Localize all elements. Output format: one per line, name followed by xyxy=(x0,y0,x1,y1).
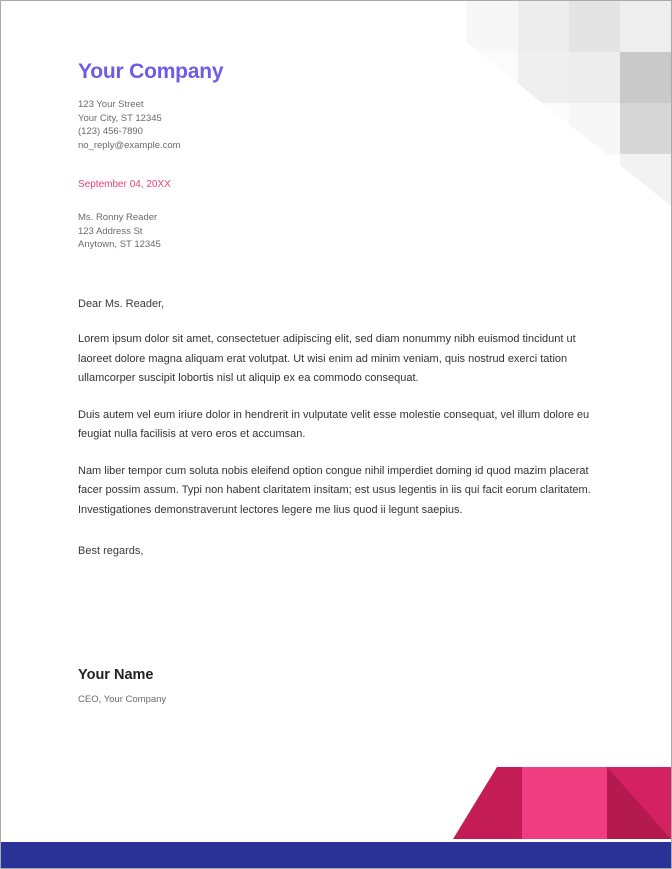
ornament-cell xyxy=(620,1,671,52)
closing-line: Best regards, xyxy=(78,544,144,557)
ornament-cell xyxy=(620,154,671,206)
company-name: Your Company xyxy=(78,60,224,83)
recipient-street: 123 Address St xyxy=(78,225,143,237)
sender-phone: (123) 456-7890 xyxy=(78,126,143,138)
sender-email: no_reply@example.com xyxy=(78,139,181,151)
ornament-shape xyxy=(522,767,607,839)
recipient-city-state: Anytown, ST 12345 xyxy=(78,239,161,250)
salutation: Dear Ms. Reader, xyxy=(78,298,165,311)
sender-address-line: Your City, ST 12345 xyxy=(78,112,162,124)
recipient-name: Ms. Ronny Reader xyxy=(78,212,158,224)
ornament-shape xyxy=(607,767,671,839)
pink-chevron-ornament xyxy=(1,755,671,839)
sender-address-block xyxy=(78,98,600,152)
letter-date: September 04, 20XX xyxy=(78,179,171,191)
ornament-shape xyxy=(453,767,541,839)
footer-bar xyxy=(1,842,671,868)
signer-title: CEO, Your Company xyxy=(78,693,167,705)
ornament-cell xyxy=(620,103,671,154)
recipient-address-block xyxy=(78,211,600,251)
signer-name: Your Name xyxy=(78,667,154,684)
letter-content xyxy=(78,1,600,706)
body-paragraph: Nam liber tempor cum soluta nobis eleifend option congue nihil imperdiet doming id quod mazim placerat facer possim assum. Typi non habent claritatem insitam; est usus legentis in iis qui facit eorum claritatem. Investigationes demonstraverunt lectores legere me lius quod ii legunt saepius. xyxy=(78,464,591,517)
sender-address-line: 123 Your Street xyxy=(78,99,144,111)
ornament-cell xyxy=(620,52,671,103)
body-paragraph: Duis autem vel eum iriure dolor in hendrerit in vulputate velit esse molestie consequat, vel illum dolore eu feugiat nulla facilisis at vero eros et accumsan. xyxy=(78,408,590,441)
ornament-shape xyxy=(607,767,671,839)
body-paragraph: Lorem ipsum dolor sit amet, consectetuer adipiscing elit, sed diam nonummy nibh euismod tincidunt ut laoreet dolore magna aliquam erat volutpat. Ut wisi enim ad minim veniam, quis nostrud exerci tation ullamcorper suscipit lobortis nisl ut aliquip ex ea commodo consequat. xyxy=(78,332,576,385)
